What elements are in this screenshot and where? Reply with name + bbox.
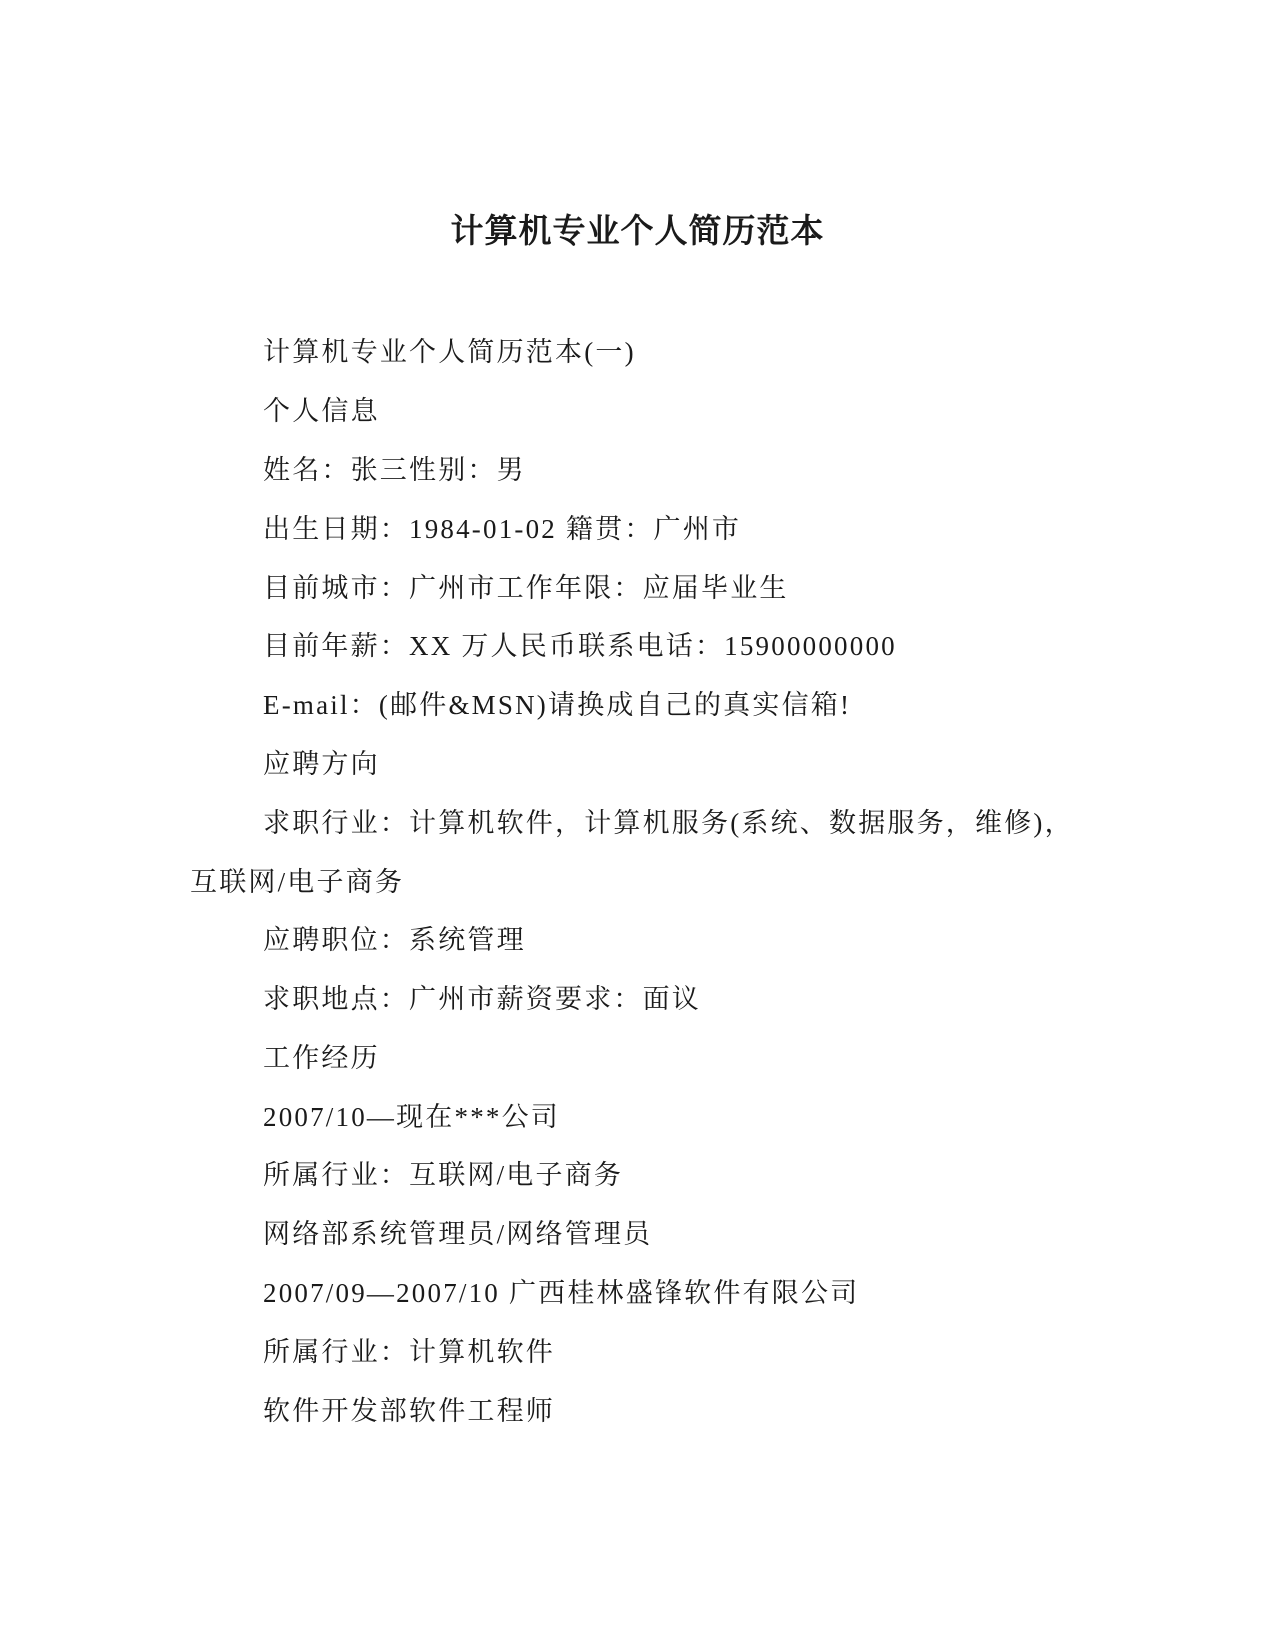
work-entry-2-role: 软件开发部软件工程师 xyxy=(263,1396,555,1426)
application-industry: 求职行业：计算机软件，计算机服务(系统、数据服务，维修)， xyxy=(263,808,1074,838)
info-birthdate-hometown: 出生日期：1984-01-02 籍贯：广州市 xyxy=(263,514,742,544)
section-heading-personal-info: 个人信息 xyxy=(263,396,380,426)
work-entry-1-industry: 所属行业：互联网/电子商务 xyxy=(263,1160,624,1190)
work-entry-2-period: 2007/09—2007/10 广西桂林盛锋软件有限公司 xyxy=(263,1278,860,1308)
document-title: 计算机专业个人简历范本 xyxy=(450,214,825,250)
work-entry-1-role: 网络部系统管理员/网络管理员 xyxy=(263,1219,653,1249)
info-salary-phone: 目前年薪：XX 万人民币联系电话：15900000000 xyxy=(263,631,897,661)
section-heading-work-experience: 工作经历 xyxy=(263,1043,380,1073)
application-location-salary: 求职地点：广州市薪资要求：面议 xyxy=(263,984,701,1014)
resume-sample-heading: 计算机专业个人简历范本(一) xyxy=(263,337,636,367)
work-entry-2-industry: 所属行业：计算机软件 xyxy=(263,1337,555,1367)
application-position: 应聘职位：系统管理 xyxy=(263,925,526,955)
info-name-gender: 姓名：张三性别：男 xyxy=(263,455,526,485)
info-email: E-mail：(邮件&MSN)请换成自己的真实信箱! xyxy=(263,690,852,720)
info-city-work-years: 目前城市：广州市工作年限：应届毕业生 xyxy=(263,573,789,603)
section-heading-application: 应聘方向 xyxy=(263,749,380,779)
application-industry-continued: 互联网/电子商务 xyxy=(190,867,405,897)
work-entry-1-period: 2007/10—现在***公司 xyxy=(263,1102,561,1132)
